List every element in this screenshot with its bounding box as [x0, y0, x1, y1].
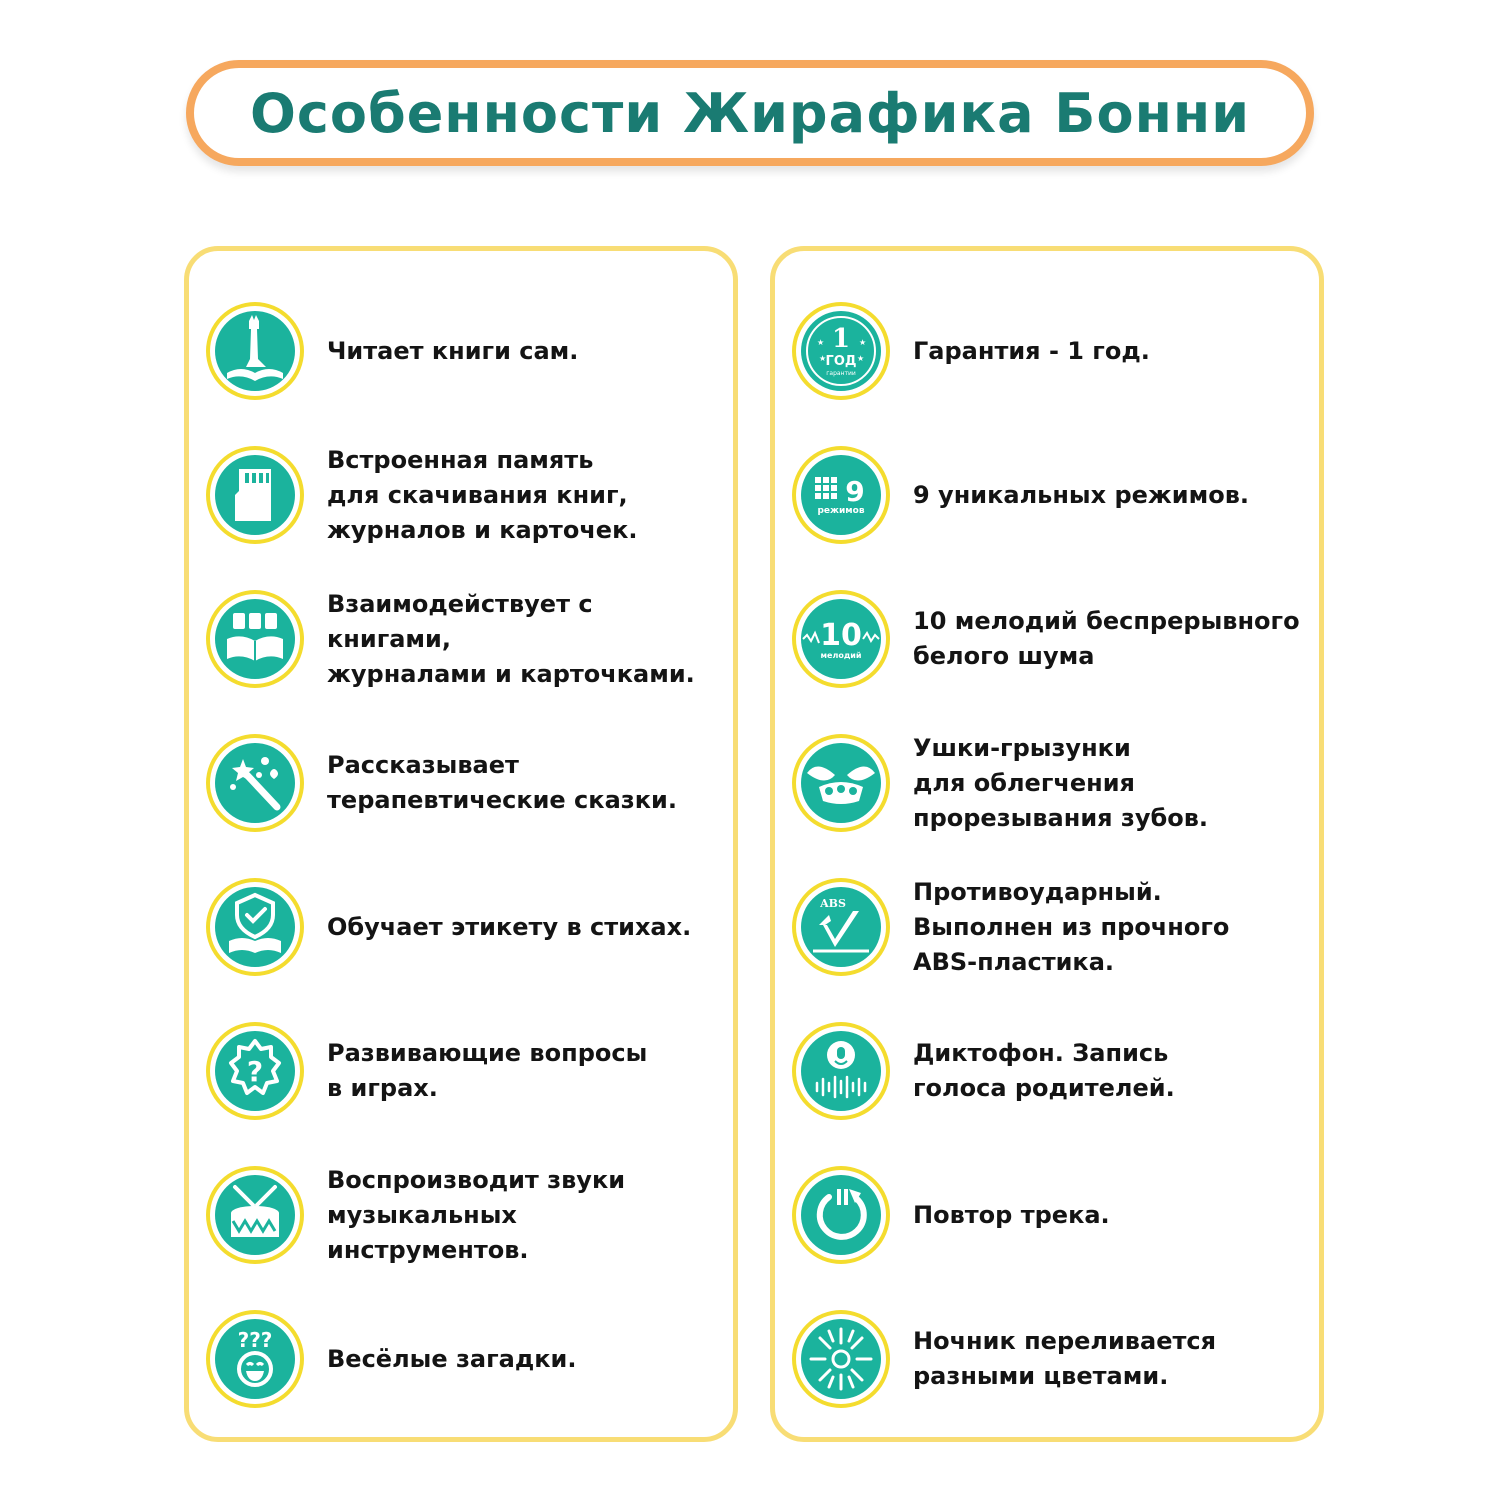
feature-label: 9 уникальных режимов.: [913, 480, 1250, 509]
feature-abs: [775, 875, 1319, 985]
drum-icon: [203, 1163, 307, 1267]
feature-label: Диктофон. Запись голоса родителей.: [913, 1039, 1175, 1102]
feature-label: Воспроизводит звуки музыкальных инструментов.: [327, 1165, 626, 1264]
feature-label: Встроенная память для скачивания книг, журналов и карточек.: [327, 445, 638, 544]
melodies-sub: мелодий: [820, 651, 862, 660]
feature-interacts: [189, 587, 733, 697]
check-book-icon: [203, 875, 307, 979]
feature-memory: [189, 443, 733, 553]
modes-icon: [789, 443, 893, 547]
feature-label: Обучает этикету в стихах.: [327, 912, 692, 941]
repeat-icon: [789, 1163, 893, 1267]
feature-label: Гарантия - 1 год.: [913, 336, 1150, 365]
right-features-panel: [770, 246, 1324, 1442]
night-light-icon: [789, 1307, 893, 1411]
question-burst-icon: [203, 1019, 307, 1123]
feature-tales: [189, 731, 733, 841]
melodies-icon: [789, 587, 893, 691]
feature-label: Развивающие вопросы в играх.: [327, 1039, 648, 1102]
modes-number: 9: [845, 475, 865, 508]
question-mark-text: ?: [246, 1055, 264, 1088]
svg-text:★: ★: [817, 338, 825, 347]
warranty-number: 1: [831, 324, 851, 354]
svg-text:★: ★: [819, 354, 827, 363]
feature-instruments: [189, 1163, 733, 1273]
feature-label: Повтор трека.: [913, 1200, 1110, 1229]
feature-repeat: [775, 1163, 1319, 1273]
questions-text: ???: [237, 1328, 273, 1352]
open-book-cards-icon: [203, 587, 307, 691]
teether-ears-icon: [789, 731, 893, 835]
page-title: Особенности Жирафика Бонни: [249, 81, 1251, 145]
feature-recorder: [775, 1019, 1319, 1129]
microphone-icon: [789, 1019, 893, 1123]
feature-label: Взаимодействует с книгами, журналами и карточками.: [327, 589, 695, 688]
feature-reads-books: [189, 299, 733, 409]
left-features-panel: [184, 246, 738, 1442]
feature-label: Ушки-грызунки для облегчения прорезывания зубов.: [913, 733, 1209, 832]
warranty-icon: [789, 299, 893, 403]
warranty-word: ГОД: [825, 354, 857, 369]
svg-text:★: ★: [857, 354, 865, 363]
feature-label: Рассказывает терапевтические сказки.: [327, 751, 677, 814]
melodies-number: 10: [820, 618, 862, 653]
feature-modes: [775, 443, 1319, 553]
feature-night-light: [775, 1307, 1319, 1417]
title-banner: [186, 60, 1314, 166]
feature-label: Весёлые загадки.: [327, 1344, 577, 1373]
feature-warranty: [775, 299, 1319, 409]
feature-etiquette: [189, 875, 733, 985]
feature-label: Противоударный. Выполнен из прочного ABS-пластика.: [913, 877, 1230, 976]
feature-label: Читает книги сам.: [327, 336, 579, 365]
feature-label: 10 мелодий беспрерывного белого шума: [913, 607, 1300, 670]
magic-wand-icon: [203, 731, 307, 835]
modes-sub: режимов: [817, 506, 865, 516]
laughing-face-icon: [203, 1307, 307, 1411]
giraffe-book-icon: [203, 299, 307, 403]
feature-riddles: [189, 1307, 733, 1417]
svg-text:★: ★: [859, 338, 867, 347]
abs-plastic-icon: [789, 875, 893, 979]
memory-card-icon: [203, 443, 307, 547]
feature-teether: [775, 731, 1319, 841]
feature-questions: [189, 1019, 733, 1129]
feature-label: Ночник переливается разными цветами.: [913, 1327, 1217, 1390]
feature-melodies: [775, 587, 1319, 697]
abs-text: ABS: [820, 897, 846, 910]
warranty-sub: гарантии: [826, 370, 856, 377]
